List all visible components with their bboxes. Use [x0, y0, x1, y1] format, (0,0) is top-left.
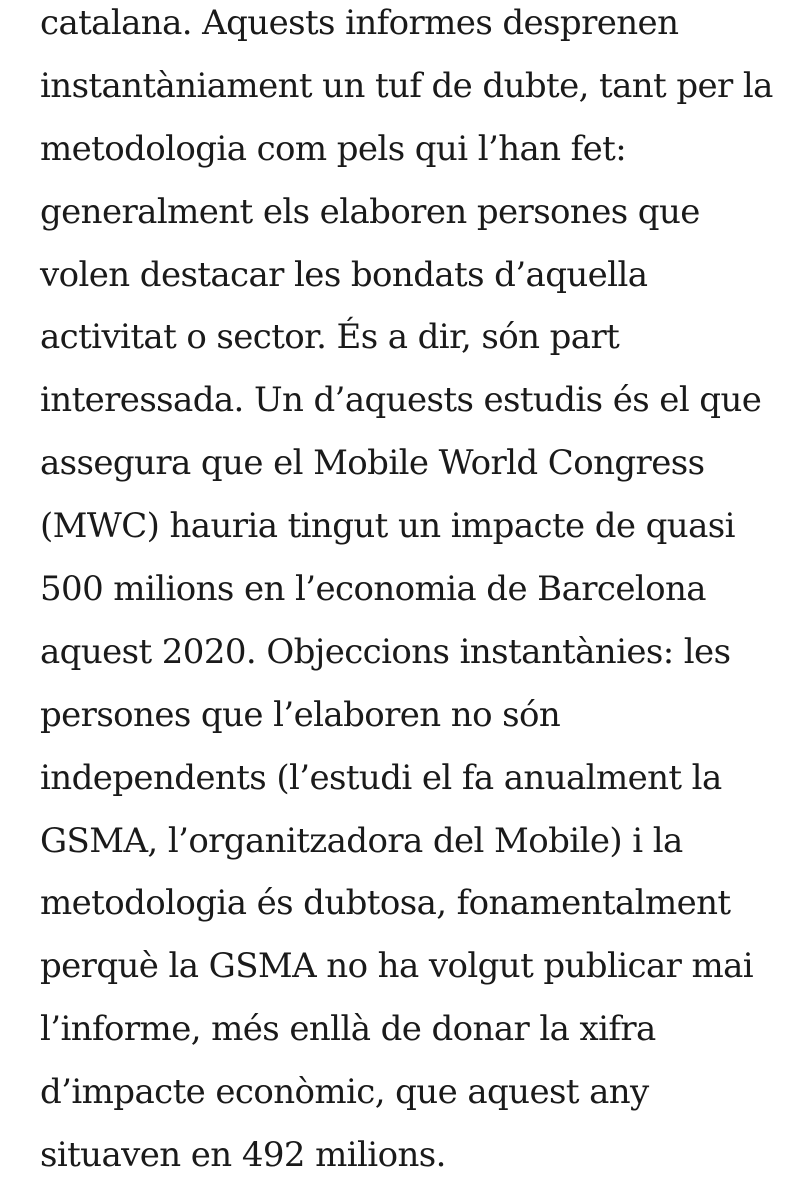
text-line: assegura que el Mobile World Congress [40, 443, 705, 484]
text-line: metodologia com pels qui l’han fet: [40, 128, 627, 169]
text-line: GSMA, l’organitzadora del Mobile) i la [40, 820, 683, 861]
text-line: metodologia és dubtosa, fonamentalment [40, 883, 731, 924]
text-line: persones que l’elaboren no són [40, 694, 561, 735]
article-body [40, 0, 800, 1187]
text-line: volen destacar les bondats d’aquella [40, 254, 648, 295]
text-line: instantàniament un tuf de dubte, tant per la [40, 65, 773, 106]
text-line: independents (l’estudi el fa anualment la [40, 757, 722, 798]
text-line: generalment els elaboren persones que [40, 191, 700, 232]
text-line: situaven en 492 milions. [40, 1135, 446, 1176]
text-line: perquè la GSMA no ha volgut publicar mai [40, 946, 754, 987]
text-line: d’impacte econòmic, que aquest any [40, 1072, 649, 1113]
text-line: activitat o sector. És a dir, són part [40, 317, 620, 358]
text-line: interessada. Un d’aquests estudis és el que [40, 380, 762, 421]
text-line: catalana. Aquests informes desprenen [40, 3, 679, 43]
text-line: (MWC) hauria tingut un impacte de quasi [40, 506, 735, 547]
text-line: l’informe, més enllà de donar la xifra [40, 1009, 656, 1050]
text-line: aquest 2020. Objeccions instantànies: les [40, 631, 731, 672]
text-line: 500 milions en l’economia de Barcelona [40, 569, 706, 610]
